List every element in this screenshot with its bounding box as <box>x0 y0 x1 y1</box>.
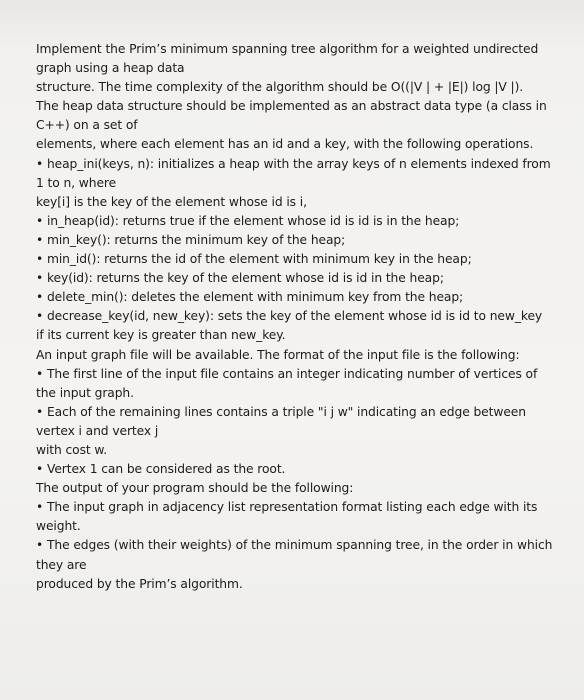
text-line: Implement the Prim’s minimum spanning tree algorithm for a weighted undirected <box>36 42 539 56</box>
text-line: with cost w. <box>36 442 108 457</box>
text-line: structure. The time complexity of the algorithm should be O((|V | + |E|) log |V |). <box>36 80 524 95</box>
bullet-item: • min_key(): returns the minimum key of the heap; <box>36 232 346 247</box>
text-line: graph using a heap data <box>36 61 185 76</box>
text-line: produced by the Prim’s algorithm. <box>36 576 243 591</box>
problem-statement <box>36 40 553 594</box>
text-line: The heap data structure should be implemented as an abstract data type (a class in <box>36 99 547 114</box>
text-line: C++) on a set of <box>36 118 138 133</box>
bullet-item: • decrease_key(id, new_key): sets the key of the element whose id is id to new_key <box>36 309 543 324</box>
bullet-item: • Each of the remaining lines contains a triple "i j w" indicating an edge between <box>36 404 526 419</box>
text-line: 1 to n, where <box>36 175 117 190</box>
bullet-item: • The input graph in adjacency list representation format listing each edge with its <box>36 500 538 515</box>
text-line: The output of your program should be the following: <box>36 481 354 496</box>
text-line: elements, where each element has an id and a key, with the following operations. <box>36 137 534 152</box>
text-line: weight. <box>36 519 81 534</box>
text-line: if its current key is greater than new_key. <box>36 328 286 343</box>
text-line: vertex i and vertex j <box>36 423 159 438</box>
bullet-item: • The edges (with their weights) of the minimum spanning tree, in the order in which <box>36 538 553 553</box>
bullet-item: • key(id): returns the key of the element whose id is id in the heap; <box>36 271 444 286</box>
text-line: the input graph. <box>36 385 134 400</box>
bullet-item: • in_heap(id): returns true if the element whose id is id is in the heap; <box>36 213 460 228</box>
text-line: key[i] is the key of the element whose id is i, <box>36 194 307 209</box>
text-line: An input graph file will be available. The format of the input file is the following: <box>36 347 520 362</box>
bullet-item: • Vertex 1 can be considered as the root. <box>36 462 286 477</box>
bullet-item: • The first line of the input file contains an integer indicating number of vertices of <box>36 366 538 381</box>
bullet-item: • heap_ini(keys, n): initializes a heap with the array keys of n elements indexed from <box>36 156 551 171</box>
text-line: they are <box>36 557 87 572</box>
bullet-item: • delete_min(): deletes the element with minimum key from the heap; <box>36 290 464 305</box>
bullet-item: • min_id(): returns the id of the element with minimum key in the heap; <box>36 252 472 267</box>
